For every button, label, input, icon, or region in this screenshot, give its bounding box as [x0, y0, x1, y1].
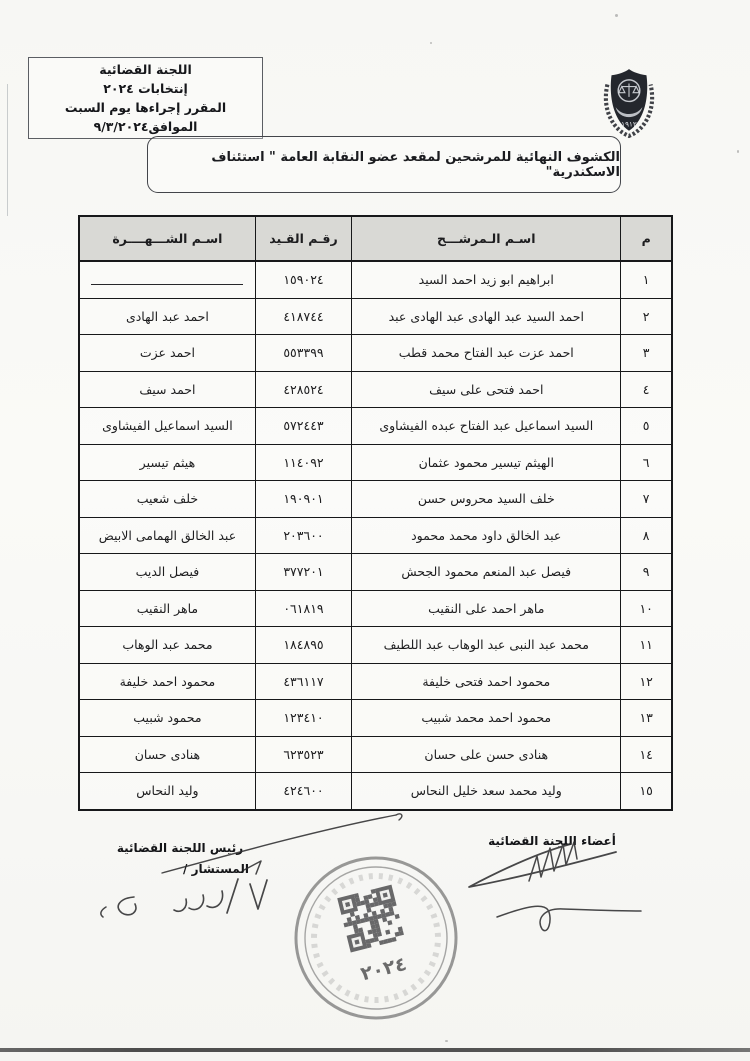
cell-candidate-name: السيد اسماعيل عبد الفتاح عبده الفيشاوى: [351, 408, 620, 444]
cell-alias-name: هنادى حسان: [134, 746, 201, 762]
cell-registration-number: ٥٧٢٤٤٣: [255, 408, 351, 444]
cell-candidate-name: محمود احمد فتحى خليفة: [351, 664, 620, 700]
table-row: [80, 736, 671, 773]
cell-alias-name: [80, 262, 255, 298]
cell-registration-number: ١٩٠٩٠١: [255, 481, 351, 517]
cell-index: ٥: [620, 408, 671, 444]
table-row: [80, 699, 671, 736]
emblem-founding-year: ١٩١٢: [621, 119, 637, 129]
cell-alias-name: السيد اسماعيل الفيشاوى: [102, 418, 233, 434]
table-header-row: [80, 217, 671, 260]
cell-candidate-name: عبد الخالق داود محمد محمود: [351, 518, 620, 554]
table-row: [80, 663, 671, 700]
stamp-year: ٢٠٢٤: [358, 952, 409, 986]
cell-candidate-name: احمد عزت عبد الفتاح محمد قطب: [351, 335, 620, 371]
qr-code-icon: [337, 885, 405, 953]
cell-alias-name: محمود احمد خليفة: [119, 673, 216, 689]
table-row: [80, 260, 671, 298]
handwritten-mark: [207, 891, 223, 907]
cell-registration-number: ٢٠٣٦٠٠: [255, 518, 351, 554]
handwritten-mark: [189, 895, 204, 910]
cell-registration-number: ٥٥٣٣٩٩: [255, 335, 351, 371]
cell-index: ٢: [620, 299, 671, 335]
election-date-line: الموافق٩/٣/٢٠٢٤: [93, 119, 198, 134]
cell-alias-name: احمد عزت: [139, 345, 195, 361]
cell-registration-number: ٦٢٣٥٢٣: [255, 737, 351, 773]
scan-speck: [615, 14, 618, 17]
cell-registration-number: ٤٣٦١١٧: [255, 664, 351, 700]
committee-name: اللجنة القضائية: [99, 62, 192, 77]
cell-index: ١١: [620, 627, 671, 663]
committee-info-box: [28, 57, 263, 139]
cell-index: ١٤: [620, 737, 671, 773]
cell-index: ١: [620, 262, 671, 298]
chair-signature: [396, 814, 402, 820]
document-title-box: [147, 136, 621, 193]
cell-candidate-name: احمد فتحى على سيف: [351, 372, 620, 408]
cell-registration-number: ١١٤٠٩٢: [255, 445, 351, 481]
cell-candidate-name: الهيثم تيسير محمود عثمان: [351, 445, 620, 481]
election-day-line: المقرر إجراءها يوم السبت: [64, 100, 227, 115]
cell-index: ٤: [620, 372, 671, 408]
cell-alias-name: هيثم تيسير: [139, 454, 196, 470]
cell-candidate-name: محمد عبد النبى عبد الوهاب عبد اللطيف: [351, 627, 620, 663]
table-body: [80, 260, 671, 809]
scan-edge-line: [0, 1048, 750, 1052]
cell-candidate-name: ماهر احمد على النقيب: [351, 591, 620, 627]
header-registration-number: رقـم القـيد: [255, 217, 351, 260]
cell-index: ١٥: [620, 773, 671, 809]
table-row: [80, 772, 671, 809]
emblem-graphic: [598, 66, 660, 140]
table-row: [80, 334, 671, 371]
table-row: [80, 480, 671, 517]
cell-alias-name: محمود شبيب: [133, 710, 202, 726]
cell-alias-name: ماهر النقيب: [136, 600, 199, 616]
scan-speck: [445, 1040, 448, 1042]
cell-registration-number: ١٥٩٠٢٤: [255, 262, 351, 298]
cell-alias-name: خلف شعيب: [136, 491, 199, 507]
cell-candidate-name: خلف السيد محروس حسن: [351, 481, 620, 517]
cell-index: ٩: [620, 554, 671, 590]
table-row: [80, 517, 671, 554]
handwritten-mark: [174, 899, 186, 911]
header-candidate-name: اسـم الـمرشـــح: [351, 217, 620, 260]
table-row: [80, 590, 671, 627]
table-row: [80, 626, 671, 663]
cell-registration-number: ٤١٨٧٤٤: [255, 299, 351, 335]
cell-index: ١٠: [620, 591, 671, 627]
member-signature: [497, 906, 641, 930]
header-alias-name: اسـم الشـــهــــرة: [112, 231, 223, 246]
cell-index: ٣: [620, 335, 671, 371]
committee-chair-label: رئيس اللجنة القضائية: [116, 841, 244, 855]
cell-index: ٨: [620, 518, 671, 554]
election-year-line: إنتخابات ٢٠٢٤: [103, 81, 188, 96]
blank-alias-line: [91, 284, 243, 285]
table-row: [80, 298, 671, 335]
handwritten-mark: [227, 879, 238, 913]
handwritten-mark: [101, 907, 106, 917]
cell-alias-name: محمد عبد الوهاب: [122, 637, 213, 653]
cell-alias-name: احمد عبد الهادى: [125, 308, 209, 324]
committee-members-label: أعضاء اللجنة القضائية: [488, 834, 616, 848]
cell-candidate-name: احمد السيد عبد الهادى عبد الهادى عبد: [351, 299, 620, 335]
cell-registration-number: ٠٦١٨١٩: [255, 591, 351, 627]
cell-candidate-name: محمود احمد محمد شبيب: [351, 700, 620, 736]
cell-index: ١٢: [620, 664, 671, 700]
handwritten-mark: [118, 897, 136, 915]
official-stamp: [272, 834, 481, 1043]
cell-index: ٦: [620, 445, 671, 481]
handwritten-mark: [250, 880, 267, 909]
cell-registration-number: ١٢٣٤١٠: [255, 700, 351, 736]
cell-index: ٧: [620, 481, 671, 517]
page-title: الكشوف النهائية للمرشحين لمقعد عضو النقابة العامة " استئناف الاسكندرية": [211, 149, 620, 180]
table-row: [80, 444, 671, 481]
cell-candidate-name: هنادى حسن على حسان: [351, 737, 620, 773]
cell-candidate-name: فيصل عبد المنعم محمود الجحش: [351, 554, 620, 590]
table-row: [80, 407, 671, 444]
cell-registration-number: ١٨٤٨٩٥: [255, 627, 351, 663]
counselor-label: المستشار /: [183, 862, 249, 876]
cell-alias-name: احمد سيف: [139, 381, 196, 397]
cell-registration-number: ٤٢٤٦٠٠: [255, 773, 351, 809]
candidates-table: [78, 215, 673, 811]
stamp-graphic: [272, 834, 481, 1043]
header-index: م: [620, 217, 671, 260]
cell-candidate-name: ابراهيم ابو زيد احمد السيد: [351, 262, 620, 298]
cell-registration-number: ٣٧٧٢٠١: [255, 554, 351, 590]
table-row: [80, 371, 671, 408]
cell-index: ١٣: [620, 700, 671, 736]
cell-candidate-name: وليد محمد سعد خليل النحاس: [351, 773, 620, 809]
cell-alias-name: وليد النحاس: [136, 783, 199, 799]
scan-speck: [737, 150, 739, 153]
scan-edge-artifact: [7, 84, 8, 216]
scan-speck: [430, 42, 432, 44]
cell-alias-name: عبد الخالق الهمامى الابيض: [98, 527, 237, 543]
cell-registration-number: ٤٢٨٥٢٤: [255, 372, 351, 408]
bar-association-emblem-icon: [598, 66, 660, 142]
table-row: [80, 553, 671, 590]
member-signature: [469, 844, 616, 887]
cell-alias-name: فيصل الديب: [135, 564, 200, 580]
